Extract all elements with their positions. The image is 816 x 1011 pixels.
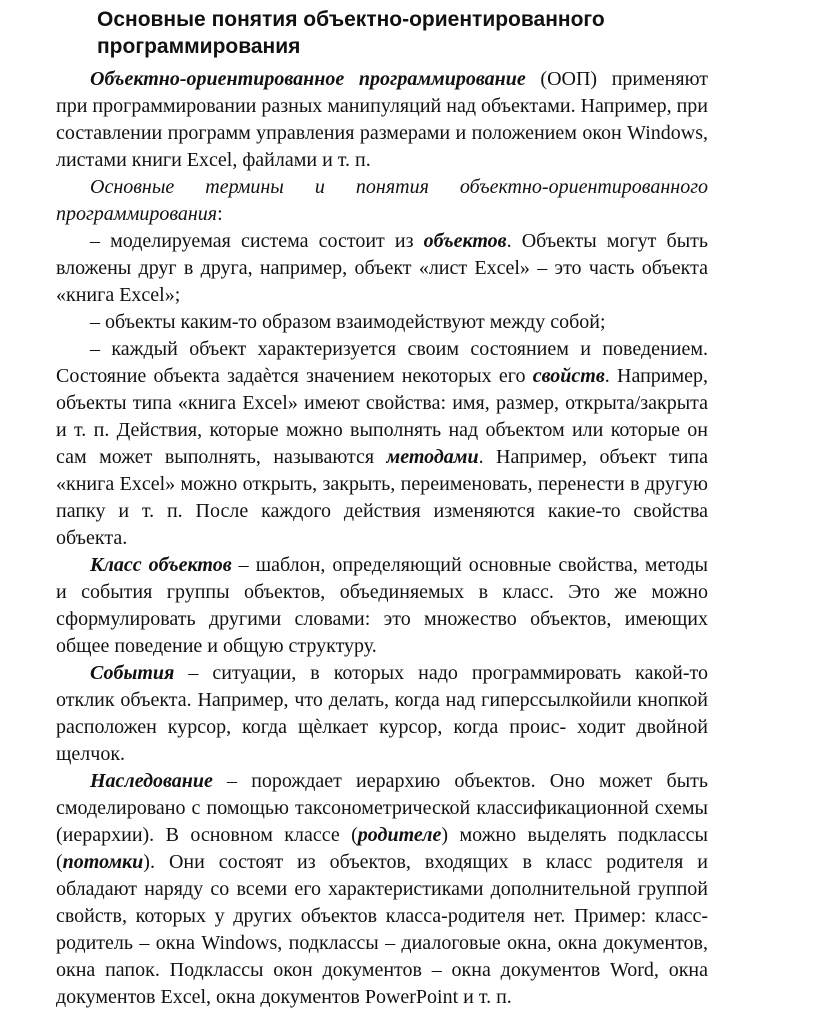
item-text: . Например, объект типа «книга Excel» можно открыть, закрыть, переименовать, перенести в другую папку и т. п. После каждого действия изменяются какие-то свойства объекта. xyxy=(56,446,709,549)
paragraph-text: – ситуации, в которых надо программировать какой-то отклик объекта. Например, что делать, когда над гиперссылкойили кнопкой расположен курсор, когда щѐлкает курсор, когда проис- ходит двойной щелчок. xyxy=(56,662,708,765)
paragraph-text: (ООП) применяют при программировании разных манипуляций над объектами. Например, при составлении программ управления размерами и положением окон Windows, листами книги Excel, файлами и т. п. xyxy=(56,68,708,171)
document-body xyxy=(56,66,708,1011)
term-events: События xyxy=(90,662,175,684)
list-item-objects xyxy=(56,228,708,309)
term-oop: Объектно-ориентированное программирование xyxy=(90,68,526,90)
item-text: – объекты каким-то образом взаимодействуют между собой; xyxy=(90,311,606,333)
paragraph-text: : xyxy=(217,203,223,225)
paragraph-class xyxy=(56,552,708,660)
page-title: Основные понятия объектно-ориентированного программирования xyxy=(97,8,605,58)
term-properties: свойств xyxy=(532,365,605,387)
term-children: потомки xyxy=(62,851,144,873)
term-methods: методами xyxy=(386,446,479,468)
item-text: . Например, объекты типа «книга Excel» имеют свойства: имя, размер, открыта/закрыта и т. п. Действия, которые можно выполнять над объектом или которые он сам может выполнять, называются xyxy=(56,365,709,468)
paragraph-inheritance xyxy=(56,768,708,1011)
paragraph-events xyxy=(56,660,708,768)
term-parent: родителе xyxy=(357,824,442,846)
paragraph-text: – порождает иерархию объектов. Оно может быть смоделировано с помощью таксонометрической классификационной схемы (иерархии). В основном классе ( xyxy=(56,770,708,846)
item-text: . Объекты могут быть вложены друг в друга, например, объект «лист Excel» – это часть объекта «книга Excel»; xyxy=(56,230,708,306)
item-text: – моделируемая система состоит из xyxy=(90,230,424,252)
paragraph-text: ). Они состоят из объектов, входящих в класс родителя и обладают наряду со всеми его характеристиками дополнительной группой свойств, которых у других объектов класса-родителя нет. Пример: класс-родитель – окна Windows, подклассы – диалоговые окна, окна документов, окна папок. Подклассы окон документов – окна документов Word, окна документов Excel, окна документов PowerPoint и т. п. xyxy=(56,851,708,1008)
paragraph-text: – шаблон, определяющий основные свойства, методы и события группы объектов, объединяемых в класс. Это же можно сформулировать другими словами: это множество объектов, имеющих общее поведение и общую структуру. xyxy=(56,554,708,657)
term-inheritance: Наследование xyxy=(90,770,213,792)
term-class: Класс объектов xyxy=(90,554,232,576)
paragraph-oop-definition xyxy=(56,66,708,174)
basic-terms-heading: Основные термины и понятия объектно-ориентированного программирования xyxy=(56,176,708,225)
paragraph-text: ) можно выделять подклассы ( xyxy=(56,824,708,873)
list-item-state-behavior xyxy=(56,336,708,552)
paragraph-basic-terms xyxy=(56,174,708,228)
item-text: – каждый объект характеризуется своим состоянием и поведением. Состояние объекта задаѐтся значением некоторых его xyxy=(56,338,708,387)
term-objects: объектов xyxy=(423,230,507,252)
list-item-interaction xyxy=(56,309,708,336)
